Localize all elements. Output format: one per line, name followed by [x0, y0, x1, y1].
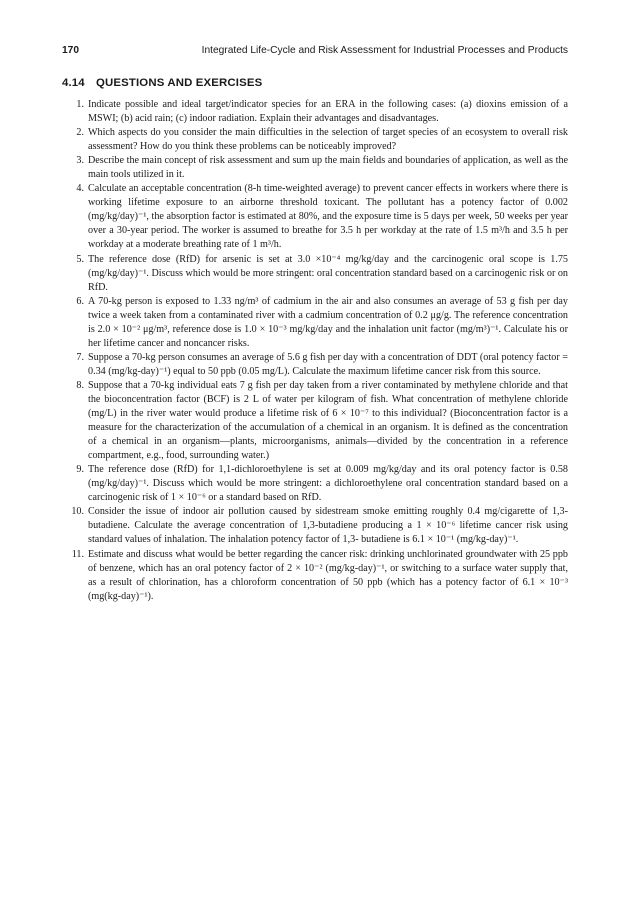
section-number: 4.14 [62, 77, 85, 89]
section-heading [62, 75, 262, 91]
exercise-text: A 70-kg person is exposed to 1.33 ng/m³ of cadmium in the air and also consumes an average of 53 g fish per day twice a week taken from a contaminated river with a cadmium concentration of 0.2 μg/g. The reference concentration is 2.0 × 10⁻² μg/m³, reference dose is 1.0 × 10⁻³ mg/kg/day and the inhalation unit factor (mg/m³)⁻¹. Calculate his or her lifetime cancer and noncancer risks. [88, 295, 568, 349]
exercise-number: 7. [76, 351, 84, 363]
page-number: 170 [62, 45, 79, 56]
exercise-text: Suppose that a 70-kg individual eats 7 g fish per day taken from a river contaminated by methylene chloride and that the bioconcentration factor (BCF) is 2 L of water per kilogram of fish. What concentration of methylene chloride (mg/L) in the river water would produce a lifetime risk of 6 × 10⁻⁷ to this individual? (Bioconcentration factor is a measure for the characterization of the accumulation of a chemical in an organism. It is defined as the concentration of a chemical in an organism—plants, microorganisms, animals—divided by the concentration in a reference compartment, e.g., food, surrounding water.) [88, 379, 568, 462]
exercise-item [62, 295, 568, 351]
exercise-text: The reference dose (RfD) for 1,1-dichloroethylene is set at 0.009 mg/kg/day and its oral potency factor is 0.58 (mg/kg/day)⁻¹. Discuss which would be more stringent: a dichloroethylene oral concentration standard based on a carcinogenic risk of 1 × 10⁻⁶ or a standard based on RfD. [88, 464, 568, 504]
running-title: Integrated Life-Cycle and Risk Assessment for Industrial Processes and Products [201, 45, 568, 56]
exercise-number: 11. [71, 548, 84, 560]
exercise-list [62, 98, 568, 604]
exercise-item [62, 126, 568, 154]
exercise-item [62, 154, 568, 182]
exercise-number: 8. [76, 379, 84, 391]
exercise-number: 1. [76, 99, 84, 110]
exercise-item [62, 505, 568, 547]
exercise-number: 9. [76, 464, 84, 476]
exercise-text: Consider the issue of indoor air pollution caused by sidestream smoke emitting roughly 0.4 mg/cigarette of 1,3-butadiene. Calculate the average concentration of 1,3-butadiene producing a 1 × 10⁻⁶ lifetime cancer risk using standard values of inhalation. The inhalation potency factor of 1,3- butadiene is 6.1 × 10⁻¹ (mg/kg-day)⁻¹. [88, 506, 568, 546]
exercise-number: 5. [76, 253, 84, 265]
exercise-number: 2. [76, 127, 84, 139]
exercise-text: The reference dose (RfD) for arsenic is set at 3.0 ×10⁻⁴ mg/kg/day and the carcinogenic oral scope is 1.75 (mg/kg/day)⁻¹. Discuss which would be more stringent: oral concentration standard based on a carcinogenic risk or on RfD. [88, 253, 568, 293]
exercise-number: 6. [76, 295, 84, 307]
exercise-text: Suppose a 70-kg person consumes an average of 5.6 g fish per day with a concentration of DDT (oral potency factor = 0.34 (mg/kg-day)⁻¹) equal to 50 ppb (0.05 mg/L). Calculate the maximum lifetime cancer risk from this source. [88, 351, 568, 377]
exercise-item [62, 351, 568, 379]
exercise-text: Describe the main concept of risk assessment and sum up the main fields and boundaries of application, as well as the main tools utilized in it. [88, 155, 568, 181]
page-header [62, 43, 568, 59]
exercise-number: 4. [76, 183, 84, 195]
exercise-number: 10. [71, 506, 84, 518]
exercise-number: 3. [76, 155, 84, 167]
exercise-text: Estimate and discuss what would be better regarding the cancer risk: drinking unchlorinated groundwater with 25 ppb of benzene, which has an oral potency factor of 2 × 10⁻² (mg/kg-day)⁻¹, or switching to a surface water supply that, as a result of chlorination, has a chloroform concentration of 50 ppb (which has a potency factor of 6.1 × 10⁻³ (mg(kg-day)⁻¹). [88, 548, 568, 602]
section-title: QUESTIONS AND EXERCISES [96, 77, 263, 89]
exercise-item [62, 98, 568, 126]
exercise-item [62, 379, 568, 463]
exercise-text: Calculate an acceptable concentration (8-h time-weighted average) to prevent cancer effects in workers where there is working lifetime exposure to an airborne threshold toxicant. The pollutant has a potency factor of 0.002 (mg/kg/day)⁻¹, the absorption factor is estimated at 80%, and the exposure time is 5 days per week, 50 weeks per year over a 30-year period. The worker is assumed to breathe for 3.5 h per workday at the rate of 1.5 m³/h and 3.5 h per workday at a moderate breathing rate of 1 m³/h. [88, 183, 568, 251]
exercise-text: Indicate possible and ideal target/indicator species for an ERA in the following cases: (a) dioxins emission of a MSWI; (b) acid rain; (c) indoor radiation. Explain their advantages and disadvantages. [88, 99, 568, 125]
exercise-item [62, 253, 568, 295]
exercise-item [62, 182, 568, 252]
exercise-text: Which aspects do you consider the main difficulties in the selection of target species of an ecosystem to overall risk assessment? How do you think these problems can be noticeably improved? [88, 127, 568, 153]
exercise-item [62, 463, 568, 505]
exercise-item [62, 548, 568, 604]
